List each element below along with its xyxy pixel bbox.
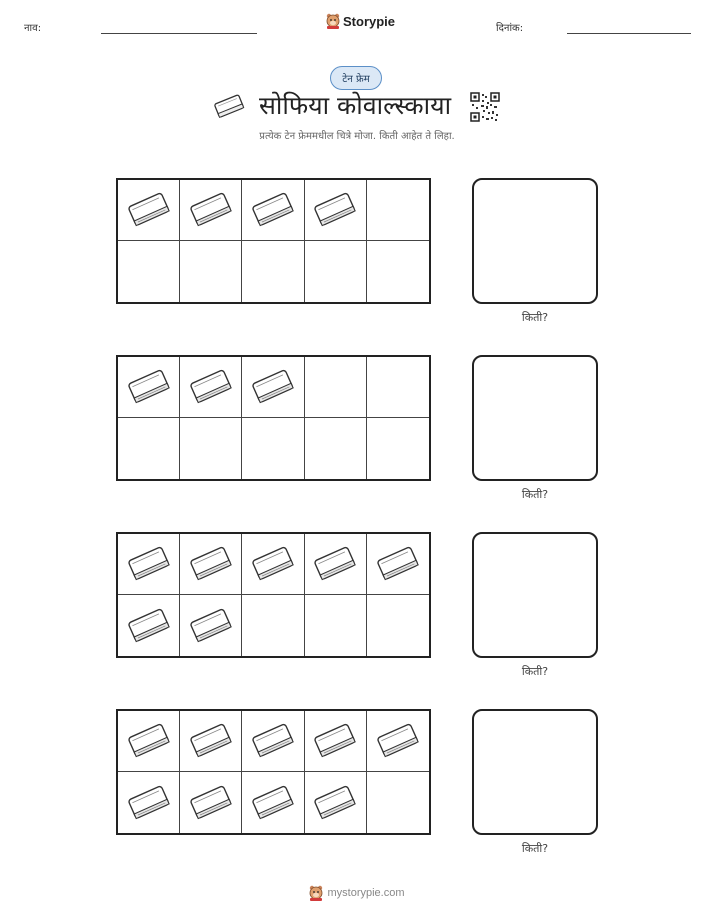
book-icon (126, 191, 172, 229)
brand (326, 13, 395, 29)
how-many-label: किती? (521, 842, 549, 855)
ten-frame-cell (305, 241, 367, 302)
ten-frame-cell (305, 180, 367, 241)
how-many-label: किती? (521, 311, 549, 324)
answer-box[interactable] (472, 709, 598, 835)
ten-frame-cell (180, 772, 242, 833)
book-icon (312, 722, 358, 760)
book-icon (188, 607, 234, 645)
qr-code-icon (470, 92, 500, 122)
ten-frame-cell (305, 418, 367, 479)
ten-frame-cell (242, 595, 304, 656)
ten-frame-cell (242, 180, 304, 241)
ten-frame-cell (367, 595, 429, 656)
ten-frame-cell (180, 418, 242, 479)
how-many-label: किती? (521, 665, 549, 678)
ten-frame-cell (367, 418, 429, 479)
book-icon (188, 368, 234, 406)
book-icon (126, 784, 172, 822)
ten-frame-cell (242, 534, 304, 595)
how-many-label: किती? (521, 488, 549, 501)
book-icon (188, 191, 234, 229)
ten-frame-cell (118, 534, 180, 595)
ten-frame-cell (242, 711, 304, 772)
ten-frame-cell (367, 357, 429, 418)
ten-frame-cell (305, 772, 367, 833)
answer-box[interactable] (472, 178, 598, 304)
book-icon (126, 607, 172, 645)
instructions: प्रत्येक टेन फ्रेममधील चित्रे मोजा. किती आहेत ते लिहा. (259, 131, 455, 142)
ten-frame-cell (180, 357, 242, 418)
book-icon (375, 545, 421, 583)
worksheet-tag: टेन फ्रेम (330, 66, 382, 90)
book-icon (126, 722, 172, 760)
ten-frame (116, 709, 431, 835)
footer-url[interactable]: mystorypie.com (327, 887, 405, 899)
ten-frame-cell (367, 711, 429, 772)
book-icon (312, 784, 358, 822)
book-icon (188, 722, 234, 760)
storypie-mascot-icon (326, 13, 340, 29)
book-icon (312, 545, 358, 583)
ten-frame (116, 178, 431, 304)
book-icon (188, 784, 234, 822)
book-icon (312, 191, 358, 229)
answer-box[interactable] (472, 355, 598, 481)
ten-frame-cell (118, 711, 180, 772)
ten-frame-cell (242, 418, 304, 479)
ten-frame-cell (118, 180, 180, 241)
ten-frame-cell (367, 180, 429, 241)
ten-frame-cell (367, 534, 429, 595)
ten-frame-cell (305, 357, 367, 418)
book-icon (250, 545, 296, 583)
book-icon (250, 722, 296, 760)
book-icon (126, 545, 172, 583)
ten-frame-cell (305, 711, 367, 772)
brand-name: Storypie (343, 13, 396, 29)
book-icon (375, 722, 421, 760)
footer (0, 885, 714, 901)
ten-frame-cell (180, 534, 242, 595)
ten-frame (116, 355, 431, 481)
ten-frame-cell (180, 241, 242, 302)
ten-frame-cell (305, 595, 367, 656)
book-icon (250, 784, 296, 822)
ten-frame-cell (242, 357, 304, 418)
book-icon (212, 92, 246, 120)
title-row (212, 88, 512, 128)
name-line[interactable] (101, 33, 257, 34)
book-icon (126, 368, 172, 406)
ten-frame (116, 532, 431, 658)
ten-frame-cell (118, 357, 180, 418)
ten-frame-cell (242, 241, 304, 302)
storypie-mascot-icon (309, 885, 323, 901)
answer-box[interactable] (472, 532, 598, 658)
ten-frame-cell (305, 534, 367, 595)
ten-frame-cell (180, 595, 242, 656)
book-icon (250, 368, 296, 406)
date-line[interactable] (567, 33, 691, 34)
worksheet-title: सोफिया कोवाल्स्काया (259, 91, 452, 120)
ten-frame-cell (242, 772, 304, 833)
ten-frame-cell (118, 595, 180, 656)
ten-frame-cell (180, 711, 242, 772)
ten-frame-cell (118, 418, 180, 479)
ten-frame-cell (367, 772, 429, 833)
book-icon (188, 545, 234, 583)
ten-frame-cell (180, 180, 242, 241)
ten-frame-cell (118, 241, 180, 302)
date-label: दिनांक: (496, 23, 524, 34)
book-icon (250, 191, 296, 229)
ten-frame-cell (367, 241, 429, 302)
ten-frame-cell (118, 772, 180, 833)
name-label: नाव: (24, 23, 42, 34)
